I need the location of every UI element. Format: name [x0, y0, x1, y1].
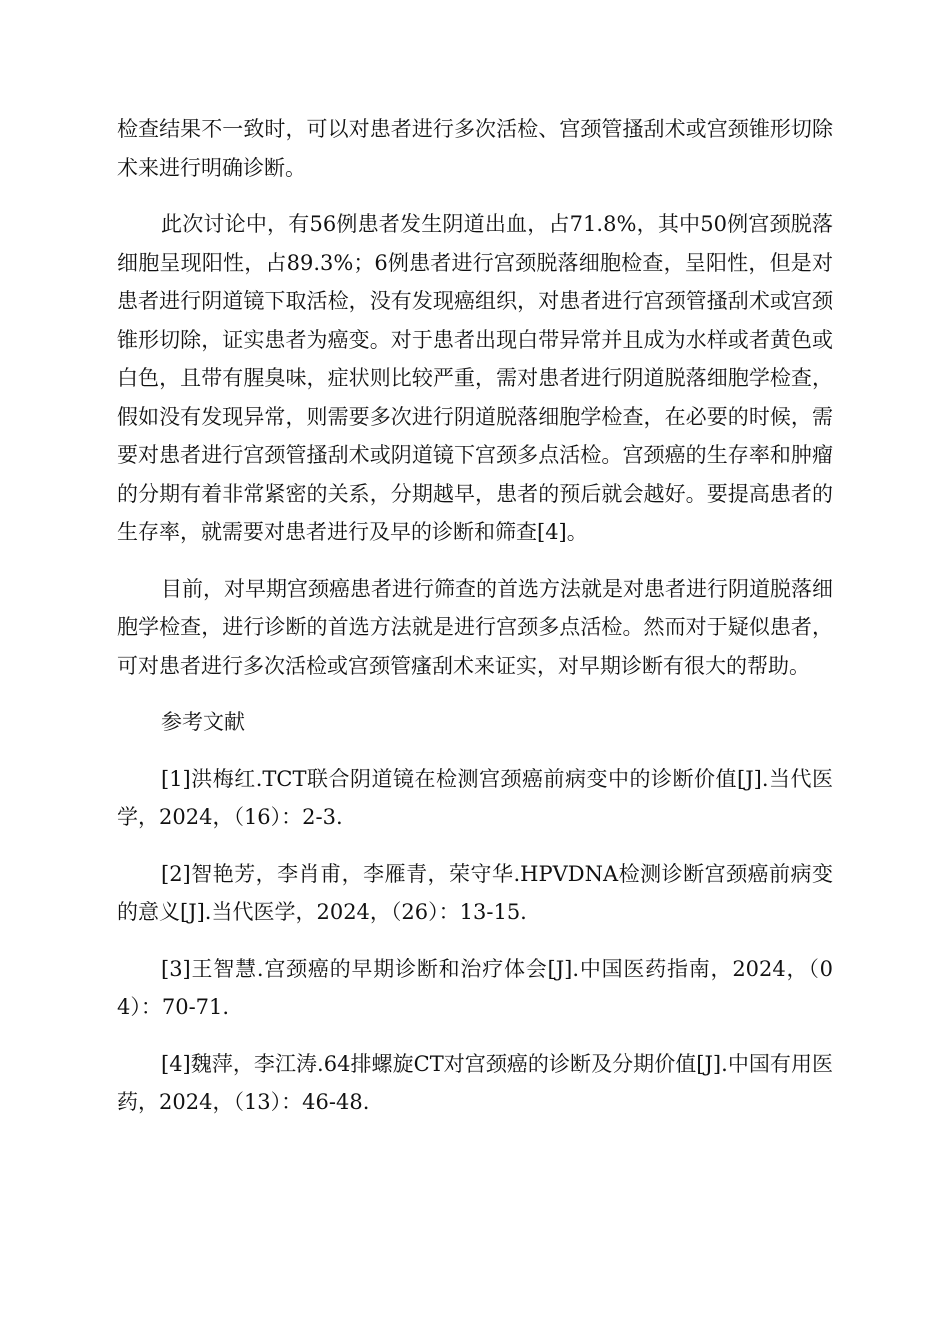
body-paragraph-continuation: 检查结果不一致时，可以对患者进行多次活检、宫颈管搔刮术或宫颈锥形切除术来进行明确诊断。 [117, 117, 833, 180]
references-heading: 参考文献 [161, 710, 245, 734]
body-paragraph-discussion: 此次讨论中，有56例患者发生阴道出血，占71.8%，其中50例宫颈脱落细胞呈现阳性，占89.3%；6例患者进行宫颈脱落细胞检查，呈阳性，但是对患者进行阴道镜下取活检，没有发现癌组织，对患者进行宫颈管搔刮术或宫颈锥形切除，证实患者为癌变。对于患者出现白带异常并且成为水样或者黄色或白色，且带有腥臭味，症状则比较严重，需对患者进行阴道脱落细胞学检查，假如没有发现异常，则需要多次进行阴道脱落细胞学检查，在必要的时候，需要对患者进行宫颈管搔刮术或阴道镜下宫颈多点活检。宫颈癌的生存率和肿瘤的分期有着非常紧密的关系，分期越早，患者的预后就会越好。要提高患者的生存率，就需要对患者进行及早的诊断和筛查[4]。 [117, 212, 833, 544]
reference-item-3: [3]王智慧.宫颈癌的早期诊断和治疗体会[J].中国医药指南，2024，（04）：70-71. [117, 956, 833, 1019]
document-page [117, 110, 833, 1122]
reference-item-1: [1]洪梅红.TCT联合阴道镜在检测宫颈癌前病变中的诊断价值[J].当代医学，2024，（16）：2-3. [117, 766, 833, 829]
reference-item-2: [2]智艳芳，李肖甫，李雁青，荣守华.HPVDNA检测诊断宫颈癌前病变的意义[J].当代医学，2024，（26）：13-15. [117, 861, 833, 924]
body-paragraph-conclusion: 目前，对早期宫颈癌患者进行筛查的首选方法就是对患者进行阴道脱落细胞学检查，进行诊断的首选方法就是进行宫颈多点活检。然而对于疑似患者，可对患者进行多次活检或宫颈管瘙刮术来证实，对早期诊断有很大的帮助。 [117, 576, 833, 678]
reference-item-4: [4]魏萍，李江涛.64排螺旋CT对宫颈癌的诊断及分期价值[J].中国有用医药，2024，（13）：46-48. [117, 1051, 833, 1114]
